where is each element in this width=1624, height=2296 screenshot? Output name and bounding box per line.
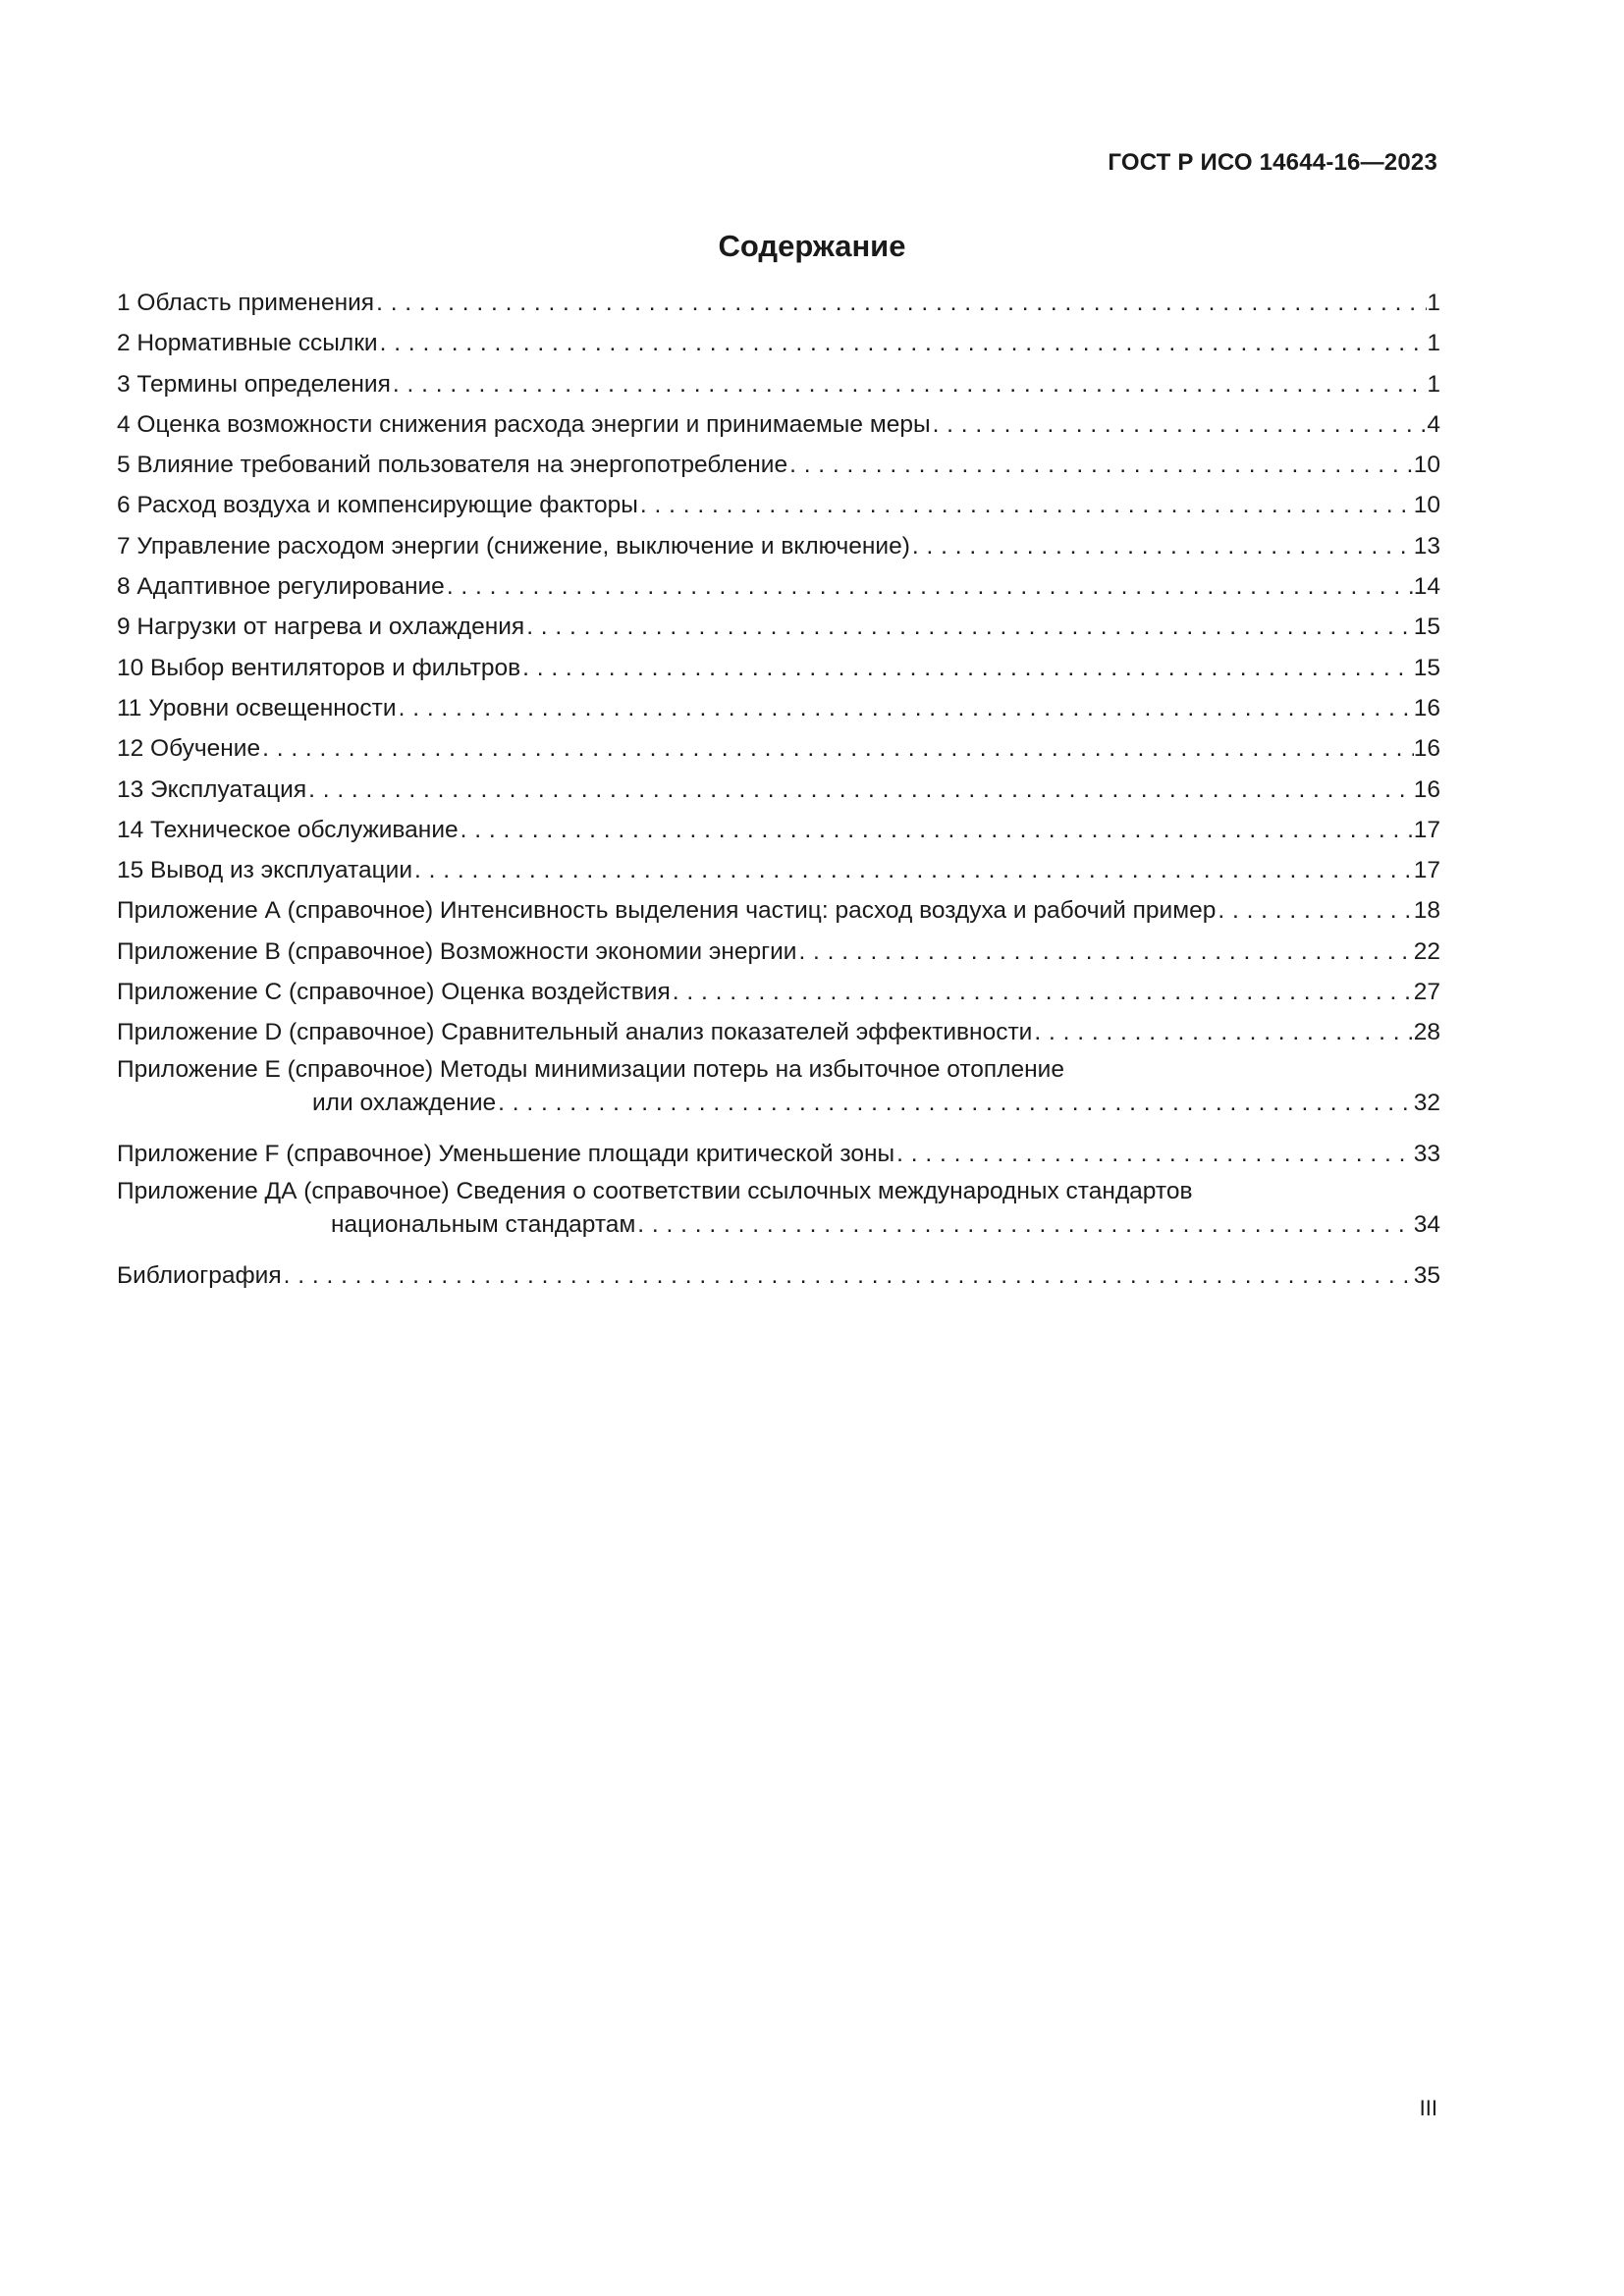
toc-title: Содержание (718, 229, 906, 263)
leader-dots (412, 850, 1414, 890)
toc-entry-label: 12 Обучение (117, 735, 261, 763)
toc-entry-label: Приложение А (справочное) Интенсивность выделения частиц: расход воздуха и рабочий пример (117, 897, 1217, 925)
leader-dots (496, 1087, 1414, 1120)
page-number: III (1419, 2096, 1437, 2120)
document-code: ГОСТ Р ИСО 14644-16—2023 (1108, 149, 1437, 176)
toc-entry-page: 1 (1427, 290, 1440, 316)
toc-entry-3[interactable] (117, 364, 1440, 404)
toc-entry-13[interactable] (117, 770, 1440, 810)
toc-entry-page: 35 (1413, 1262, 1440, 1290)
leader-dots (1216, 890, 1413, 931)
toc-entry-label: 11 Уровни освещенности (117, 694, 397, 721)
leader-dots (787, 445, 1414, 485)
toc-entry-12[interactable] (117, 728, 1440, 769)
leader-dots (931, 404, 1428, 445)
toc-entry-9[interactable] (117, 607, 1440, 647)
toc-entry-page: 18 (1413, 897, 1440, 925)
table-of-contents (117, 283, 1440, 1296)
toc-entry-page: 27 (1413, 979, 1440, 1006)
toc-entry-label: 3 Термины определения (117, 370, 391, 398)
toc-entry-label: Библиография (117, 1262, 282, 1290)
toc-entry-annex-d[interactable] (117, 1012, 1440, 1052)
toc-entry-page: 33 (1413, 1141, 1440, 1168)
leader-dots (260, 728, 1414, 769)
toc-entry-annex-a[interactable] (117, 890, 1440, 931)
toc-entry-annex-b[interactable] (117, 932, 1440, 972)
toc-entry-label-continued: национальным стандартам (331, 1210, 636, 1238)
leader-dots (796, 932, 1413, 972)
toc-entry-label-continued: или охлаждение (312, 1089, 497, 1116)
toc-entry-page: 10 (1413, 492, 1440, 519)
toc-entry-page: 1 (1427, 330, 1440, 357)
toc-entry-label: Приложение ДА (справочное) Сведения о соответствии ссылочных международных стандартов (117, 1177, 1193, 1204)
toc-entry-annex-e[interactable] (117, 1053, 1440, 1135)
toc-entry-page: 15 (1413, 614, 1440, 641)
toc-entry-label: 14 Техническое обслуживание (117, 816, 459, 843)
leader-dots (306, 770, 1414, 810)
leader-dots (894, 1134, 1414, 1174)
leader-dots (635, 1208, 1413, 1242)
leader-dots (524, 607, 1414, 647)
leader-dots (671, 972, 1414, 1012)
toc-entry-15[interactable] (117, 850, 1440, 890)
toc-entry-page: 1 (1427, 370, 1440, 398)
toc-entry-page: 34 (1413, 1210, 1440, 1238)
toc-entry-page: 10 (1413, 452, 1440, 479)
toc-entry-page: 15 (1413, 654, 1440, 681)
toc-entry-page: 4 (1427, 410, 1440, 438)
leader-dots (282, 1255, 1414, 1296)
toc-entry-annex-da[interactable] (117, 1175, 1440, 1256)
toc-entry-10[interactable] (117, 648, 1440, 688)
toc-entry-label: 15 Вывод из эксплуатации (117, 857, 413, 884)
toc-entry-page: 28 (1413, 1019, 1440, 1046)
toc-entry-bibliography[interactable] (117, 1255, 1440, 1296)
leader-dots (374, 283, 1427, 323)
toc-entry-label: 13 Эксплуатация (117, 775, 307, 803)
toc-entry-page: 14 (1413, 573, 1440, 601)
toc-entry-label: 10 Выбор вентиляторов и фильтров (117, 654, 521, 681)
toc-entry-label: 6 Расход воздуха и компенсирующие факторы (117, 492, 638, 519)
toc-entry-label: Приложение В (справочное) Возможности экономии энергии (117, 937, 797, 965)
toc-entry-label: Приложение С (справочное) Оценка воздействия (117, 979, 671, 1006)
toc-entry-1[interactable] (117, 283, 1440, 323)
toc-entry-page: 32 (1413, 1089, 1440, 1116)
toc-entry-8[interactable] (117, 566, 1440, 607)
leader-dots (378, 323, 1428, 363)
toc-entry-page: 16 (1413, 775, 1440, 803)
toc-entry-14[interactable] (117, 810, 1440, 850)
toc-entry-6[interactable] (117, 485, 1440, 525)
toc-entry-label: Приложение D (справочное) Сравнительный анализ показателей эффективности (117, 1019, 1033, 1046)
toc-entry-page: 16 (1413, 735, 1440, 763)
toc-entry-2[interactable] (117, 323, 1440, 363)
toc-entry-label: 9 Нагрузки от нагрева и охлаждения (117, 614, 525, 641)
leader-dots (638, 485, 1414, 525)
leader-dots (910, 526, 1414, 566)
toc-entry-label: 5 Влияние требований пользователя на энергопотребление (117, 452, 788, 479)
toc-entry-page: 13 (1413, 532, 1440, 560)
toc-entry-annex-c[interactable] (117, 972, 1440, 1012)
toc-entry-annex-f[interactable] (117, 1134, 1440, 1174)
toc-entry-page: 22 (1413, 937, 1440, 965)
toc-entry-label: 2 Нормативные ссылки (117, 330, 378, 357)
leader-dots (391, 364, 1427, 404)
toc-entry-label: Приложение Е (справочное) Методы минимизации потерь на избыточное отопление (117, 1055, 1064, 1083)
leader-dots (445, 566, 1414, 607)
toc-entry-label: 7 Управление расходом энергии (снижение, выключение и включение) (117, 532, 910, 560)
toc-entry-7[interactable] (117, 526, 1440, 566)
toc-entry-label: Приложение F (справочное) Уменьшение площади критической зоны (117, 1141, 895, 1168)
toc-entry-page: 17 (1413, 857, 1440, 884)
toc-entry-4[interactable] (117, 404, 1440, 445)
toc-entry-page: 16 (1413, 694, 1440, 721)
leader-dots (397, 688, 1414, 728)
leader-dots (1032, 1012, 1413, 1052)
toc-entry-label: 8 Адаптивное регулирование (117, 573, 445, 601)
leader-dots (459, 810, 1414, 850)
toc-entry-label: 1 Область применения (117, 290, 375, 316)
toc-entry-page: 17 (1413, 816, 1440, 843)
toc-entry-label: 4 Оценка возможности снижения расхода энергии и принимаемые меры (117, 410, 931, 438)
leader-dots (520, 648, 1414, 688)
toc-entry-5[interactable] (117, 445, 1440, 485)
toc-entry-11[interactable] (117, 688, 1440, 728)
